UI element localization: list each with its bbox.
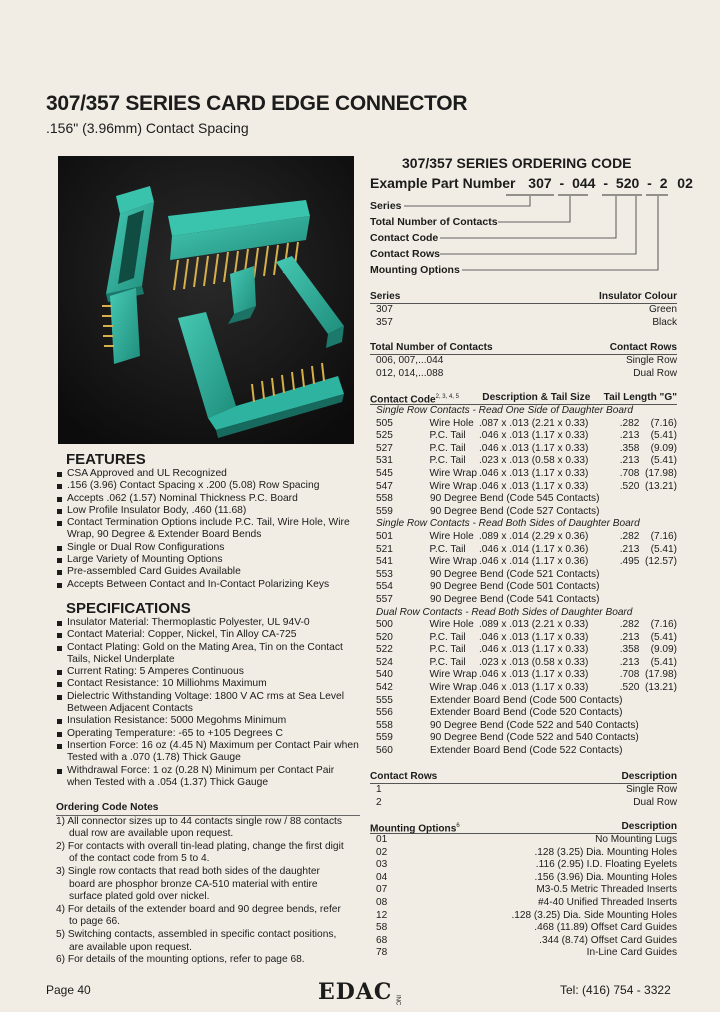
contact-type: Extender Board Bend (Code 522 Contacts) [430,745,623,757]
contact-type: Wire Wrap [429,669,477,681]
feature-item: Low Profile Insulator Body, .460 (11.68) [56,505,360,517]
contact-code: 559 [376,505,393,517]
note-continuation: board are phosphor bronze CA-510 material with entire [69,878,318,890]
tail-length-in: .708 [619,669,640,681]
tail-length-mm: (5.41) [650,430,677,442]
ordering-line-rows: Contact Rows [370,248,441,260]
table-row: 012, 014,...088 Dual Row [376,367,677,379]
contact-size: .046 x .013 (1.17 x 0.33) [478,682,589,694]
contact-type: P.C. Tail [429,455,466,467]
mounting-footnote-ref: 6 [456,823,460,829]
tail-length-in: .520 [619,480,640,492]
part-contact-code: 520 [615,175,640,191]
feature-item: Accepts .062 (1.57) Nominal Thickness P.C. Board [56,493,360,505]
features-heading: FEATURES [66,451,146,468]
mounting-description: .116 (2.95) I.D. Floating Eyelets [535,859,677,871]
feature-item: Pre-assembled Card Guides Available [56,566,360,578]
table-row [370,947,677,960]
table-row [370,619,677,632]
contact-type: P.C. Tail [429,631,466,643]
colour-col-header: Insulator Colour [599,291,677,302]
contact-type: Wire Hole [429,530,474,542]
mounting-code: 04 [376,871,388,883]
table-row [370,872,677,885]
contact-type: Wire Wrap [429,556,477,568]
table-row: 1 Single Row [376,784,677,795]
contact-code: 555 [376,694,393,706]
table-row [370,644,677,657]
specifications-list [56,617,360,789]
table-row: 006, 007,...044 Single Row [376,355,677,366]
table-row [370,657,677,670]
table-row [370,506,677,519]
contact-code: 560 [376,745,393,757]
table-row [370,669,677,682]
contact-rows-col-header: Contact Rows [370,771,438,782]
note-continuation: are available upon request. [69,941,192,953]
contact-size: .046 x .014 (1.17 x 0.36) [478,543,589,555]
mounting-code: 02 [376,846,388,858]
tail-length-mm: (5.41) [650,656,677,668]
mounting-code: 07 [376,884,388,896]
edac-logo [318,979,400,1005]
ordering-notes [56,802,360,967]
note-item: 4) For details of the extender board and 90 degree bends, refer [56,903,341,915]
part-dash: - [603,175,609,191]
contact-code: 500 [376,619,393,631]
total-contacts-table [370,341,677,380]
contact-rows-table [370,770,677,809]
mounting-description: .344 (8.74) Offset Card Guides [539,934,677,946]
series-col-header: Series [370,291,401,302]
table-row [370,720,677,733]
contact-type: 90 Degree Bend (Code 541 Contacts) [430,593,600,605]
contact-type: P.C. Tail [429,543,466,555]
notes-heading: Ordering Code Notes [56,802,360,816]
ordering-code-heading: 307/357 SERIES ORDERING CODE [402,155,632,171]
contact-size: .046 x .013 (1.17 x 0.33) [478,430,589,442]
contact-type: 90 Degree Bend (Code 501 Contacts) [430,581,600,593]
contact-type: Wire Wrap [429,467,477,479]
part-rows: 2 [659,175,668,191]
table-row [370,569,677,582]
table-row [370,847,677,860]
contact-size: .046 x .013 (1.17 x 0.33) [478,669,589,681]
contact-size: .046 x .013 (1.17 x 0.33) [478,442,589,454]
note-item: 6) For details of the mounting options, refer to page 68. [56,954,305,966]
table-row [370,897,677,910]
spec-item: Contact Resistance: 10 Milliohms Maximum [56,678,360,690]
tail-length-col-header: Tail Length "G" [603,392,677,403]
table-row [370,468,677,481]
table-row [370,493,677,506]
mounting-code: 78 [376,947,388,959]
part-series: 307 [528,175,552,191]
page-title: 307/357 SERIES CARD EDGE CONNECTOR [46,92,468,115]
contact-size: .046 x .013 (1.17 x 0.33) [478,644,589,656]
table-row [370,430,677,443]
contact-code: 553 [376,568,393,580]
table-row [370,632,677,645]
mounting-code: 03 [376,859,388,871]
contact-code: 524 [376,656,393,668]
tail-length-mm: (12.57) [645,556,677,568]
contact-type: 90 Degree Bend (Code 522 and 540 Contacts) [430,719,639,731]
page-subtitle: .156" (3.96mm) Contact Spacing [46,120,249,136]
table-row: 2 Dual Row [376,796,677,808]
description-col-header: Description & Tail Size [482,392,591,403]
table-row [370,682,677,695]
example-part-number [370,175,693,191]
contact-size: .087 x .013 (2.21 x 0.33) [478,417,589,429]
tail-length-mm: (9.09) [650,644,677,656]
ordering-line-contacts: Total Number of Contacts [370,216,498,228]
mounting-description: #4-40 Unified Threaded Inserts [538,896,677,908]
note-continuation: of the contact code from 5 to 4. [69,853,210,865]
contact-size: .046 x .014 (1.17 x 0.36) [478,556,589,568]
contacts-col-header: Total Number of Contacts [370,342,493,353]
table-row [370,834,677,847]
tail-length-mm: (17.98) [645,669,677,681]
tail-length-in: .213 [619,656,640,668]
tail-length-in: .495 [619,556,640,568]
contact-type: Wire Wrap [429,682,477,694]
tail-length-in: .282 [619,417,640,429]
note-continuation: surface plated gold over nickel. [69,891,210,903]
contact-code-table [370,391,677,758]
part-dash: - [559,175,565,191]
note-item: 5) Switching contacts, assembled in specific contact positions, [56,928,337,940]
tail-length-mm: (5.41) [650,455,677,467]
contact-type: P.C. Tail [429,430,466,442]
contact-type: P.C. Tail [429,656,466,668]
contact-code: 531 [376,455,393,467]
spec-item: Withdrawal Force: 1 oz (0.28 N) Minimum per Contact Pair when Tested with a .054 (1.37) Thick Gauge [56,765,360,790]
contact-code: 505 [376,417,393,429]
table-row [370,594,677,607]
contact-type: Extender Board Bend (Code 500 Contacts) [430,694,623,706]
mounting-code: 68 [376,934,388,946]
contact-size: .046 x .013 (1.17 x 0.33) [478,480,589,492]
contact-code: 559 [376,732,393,744]
mounting-col-header: Mounting Options$^6$ [370,823,460,835]
phone-number: Tel: (416) 754 - 3322 [560,983,671,997]
part-contacts: 044 [572,175,596,191]
tail-length-in: .213 [619,455,640,467]
tail-length-in: .282 [619,530,640,542]
contact-type: 90 Degree Bend (Code 545 Contacts) [430,493,600,505]
contact-code: 554 [376,581,393,593]
tail-length-in: .282 [619,619,640,631]
feature-item: CSA Approved and UL Recognized [56,468,360,480]
tail-length-mm: (17.98) [645,467,677,479]
mounting-code: 08 [376,896,388,908]
table-row [370,745,677,758]
contact-code-footnote-refs: 2, 3, 4, 5 [435,394,459,400]
feature-item: Large Variety of Mounting Options [56,554,360,566]
tail-length-in: .213 [619,430,640,442]
tail-length-in: .708 [619,467,640,479]
note-continuation: dual row are available upon request. [69,828,234,840]
contact-code: 501 [376,530,393,542]
page-number: Page 40 [46,983,91,997]
mounting-desc-header: Description [621,821,677,832]
contact-group-subheading: Single Row Contacts - Read Both Sides of Daughter Board [376,518,640,530]
mounting-description: M3-0.5 Metric Threaded Inserts [536,884,677,896]
mounting-code: 01 [376,834,388,845]
table-row [370,556,677,569]
rows-col-header: Contact Rows [609,342,677,353]
table-row [370,695,677,708]
table-row [370,922,677,935]
contact-code: 542 [376,682,393,694]
feature-item: Accepts Between Contact and In-Contact Polarizing Keys [56,579,360,591]
mounting-description: No Mounting Lugs [595,834,677,845]
contact-code: 527 [376,442,393,454]
mounting-description: .128 (3.25) Dia. Mounting Holes [534,846,677,858]
contact-code: 541 [376,556,393,568]
contact-group-subheading: Dual Row Contacts - Read Both Sides of Daughter Board [376,606,633,618]
spec-item: Contact Plating: Gold on the Mating Area, Tin on the Contact Tails, Nickel Underplate [56,642,360,667]
note-continuation: to page 66. [69,916,120,928]
tail-length-mm: (5.41) [650,631,677,643]
note-item: 2) For contacts with overall tin-lead plating, change the first digit [56,840,344,852]
table-row [370,418,677,431]
part-dash: - [647,175,652,191]
spec-item: Contact Material: Copper, Nickel, Tin Alloy CA-725 [56,629,360,641]
contact-type: Extender Board Bend (Code 520 Contacts) [430,707,623,719]
tail-length-mm: (7.16) [650,417,677,429]
contact-code: 556 [376,707,393,719]
tail-length-mm: (7.16) [650,530,677,542]
spec-item: Dielectric Withstanding Voltage: 1800 V AC rms at Sea Level Between Adjacent Contacts [56,691,360,716]
spec-item: Insertion Force: 16 oz (4.45 N) Maximum per Contact Pair when Tested with a .070 (1.78) Thick Gauge [56,740,360,765]
contact-type: Wire Hole [429,619,474,631]
table-row [370,531,677,544]
contact-code: 520 [376,631,393,643]
contact-type: Wire Hole [429,417,474,429]
contact-group-subheading: Single Row Contacts - Read One Side of Daughter Board [376,405,633,416]
contact-type: P.C. Tail [429,442,466,454]
tail-length-in: .213 [619,631,640,643]
logo-small-text: INC [394,994,401,1005]
contact-size: .089 x .014 (2.29 x 0.36) [478,530,589,542]
tail-length-mm: (7.16) [650,619,677,631]
contact-code-col-header: Contact Code$^{2, 3, 4, 5}$ [370,394,459,406]
contact-code: 545 [376,467,393,479]
spec-item: Insulation Resistance: 5000 Megohms Minimum [56,715,360,727]
table-row [370,455,677,468]
product-photo [58,156,354,444]
table-row [370,581,677,594]
contact-rows-desc-header: Description [621,771,677,782]
note-item: 3) Single row contacts that read both sides of the daughter [56,865,320,877]
feature-item: Contact Termination Options include P.C. Tail, Wire Hole, Wire Wrap, 90 Degree & Extender Board Bends [56,517,360,542]
contact-code: 540 [376,669,393,681]
contact-size: .023 x .013 (0.58 x 0.33) [478,656,589,668]
contact-code: 547 [376,480,393,492]
tail-length-mm: (13.21) [645,682,677,694]
tail-length-in: .520 [619,682,640,694]
table-row [370,443,677,456]
contact-type: 90 Degree Bend (Code 522 and 540 Contacts) [430,732,639,744]
contact-code: 558 [376,493,393,505]
feature-item: Single or Dual Row Configurations [56,542,360,554]
contact-type: P.C. Tail [429,644,466,656]
example-label: Example Part Number [370,175,516,191]
mounting-description: In-Line Card Guides [586,947,677,959]
contact-size: .046 x .013 (1.17 x 0.33) [478,467,589,479]
ordering-line-series: Series [370,200,402,212]
contact-type: Wire Wrap [429,480,477,492]
contact-code: 522 [376,644,393,656]
table-row [370,859,677,872]
mounting-description: .128 (3.25) Dia. Side Mounting Holes [511,909,677,921]
tail-length-in: .358 [619,644,640,656]
table-row: 357 Black [376,316,677,328]
table-row [370,732,677,745]
contact-size: .046 x .013 (1.17 x 0.33) [478,631,589,643]
ordering-line-contact-code: Contact Code [370,232,439,244]
ordering-line-mounting: Mounting Options [370,264,460,276]
table-row [370,935,677,948]
mounting-description: .156 (3.96) Dia. Mounting Holes [534,871,677,883]
feature-item: .156 (3.96) Contact Spacing x .200 (5.08) Row Spacing [56,480,360,492]
mounting-options-table [370,820,677,960]
table-row [370,884,677,897]
logo-text: EDAC [318,979,393,1005]
contact-code: 521 [376,543,393,555]
mounting-code: 58 [376,922,388,934]
table-row: 307 Green [376,304,677,315]
contact-type: 90 Degree Bend (Code 521 Contacts) [430,568,600,580]
features-list [56,468,360,591]
tail-length-mm: (5.41) [650,543,677,555]
part-mounting: 02 [677,175,693,191]
tail-length-mm: (9.09) [650,442,677,454]
table-row [370,910,677,923]
tail-length-in: .358 [619,442,640,454]
contact-code: 557 [376,593,393,605]
series-table [370,290,677,329]
table-row [370,481,677,494]
mounting-description: .468 (11.89) Offset Card Guides [534,922,677,934]
note-item: 1) All connector sizes up to 44 contacts single row / 88 contacts [56,815,342,827]
contact-code: 525 [376,430,393,442]
contact-size: .089 x .013 (2.21 x 0.33) [478,619,589,631]
tail-length-mm: (13.21) [645,480,677,492]
contact-code: 558 [376,719,393,731]
contact-size: .023 x .013 (0.58 x 0.33) [478,455,589,467]
tail-length-in: .213 [619,543,640,555]
mounting-code: 12 [376,909,388,921]
spec-item: Current Rating: 5 Amperes Continuous [56,666,360,678]
ordering-connector-lines [370,190,670,290]
contact-type: 90 Degree Bend (Code 527 Contacts) [430,505,600,517]
spec-item: Operating Temperature: -65 to +105 Degrees C [56,728,360,740]
table-row [370,707,677,720]
spec-item: Insulator Material: Thermoplastic Polyester, UL 94V-0 [56,617,360,629]
specifications-heading: SPECIFICATIONS [66,600,191,617]
table-row [370,544,677,557]
